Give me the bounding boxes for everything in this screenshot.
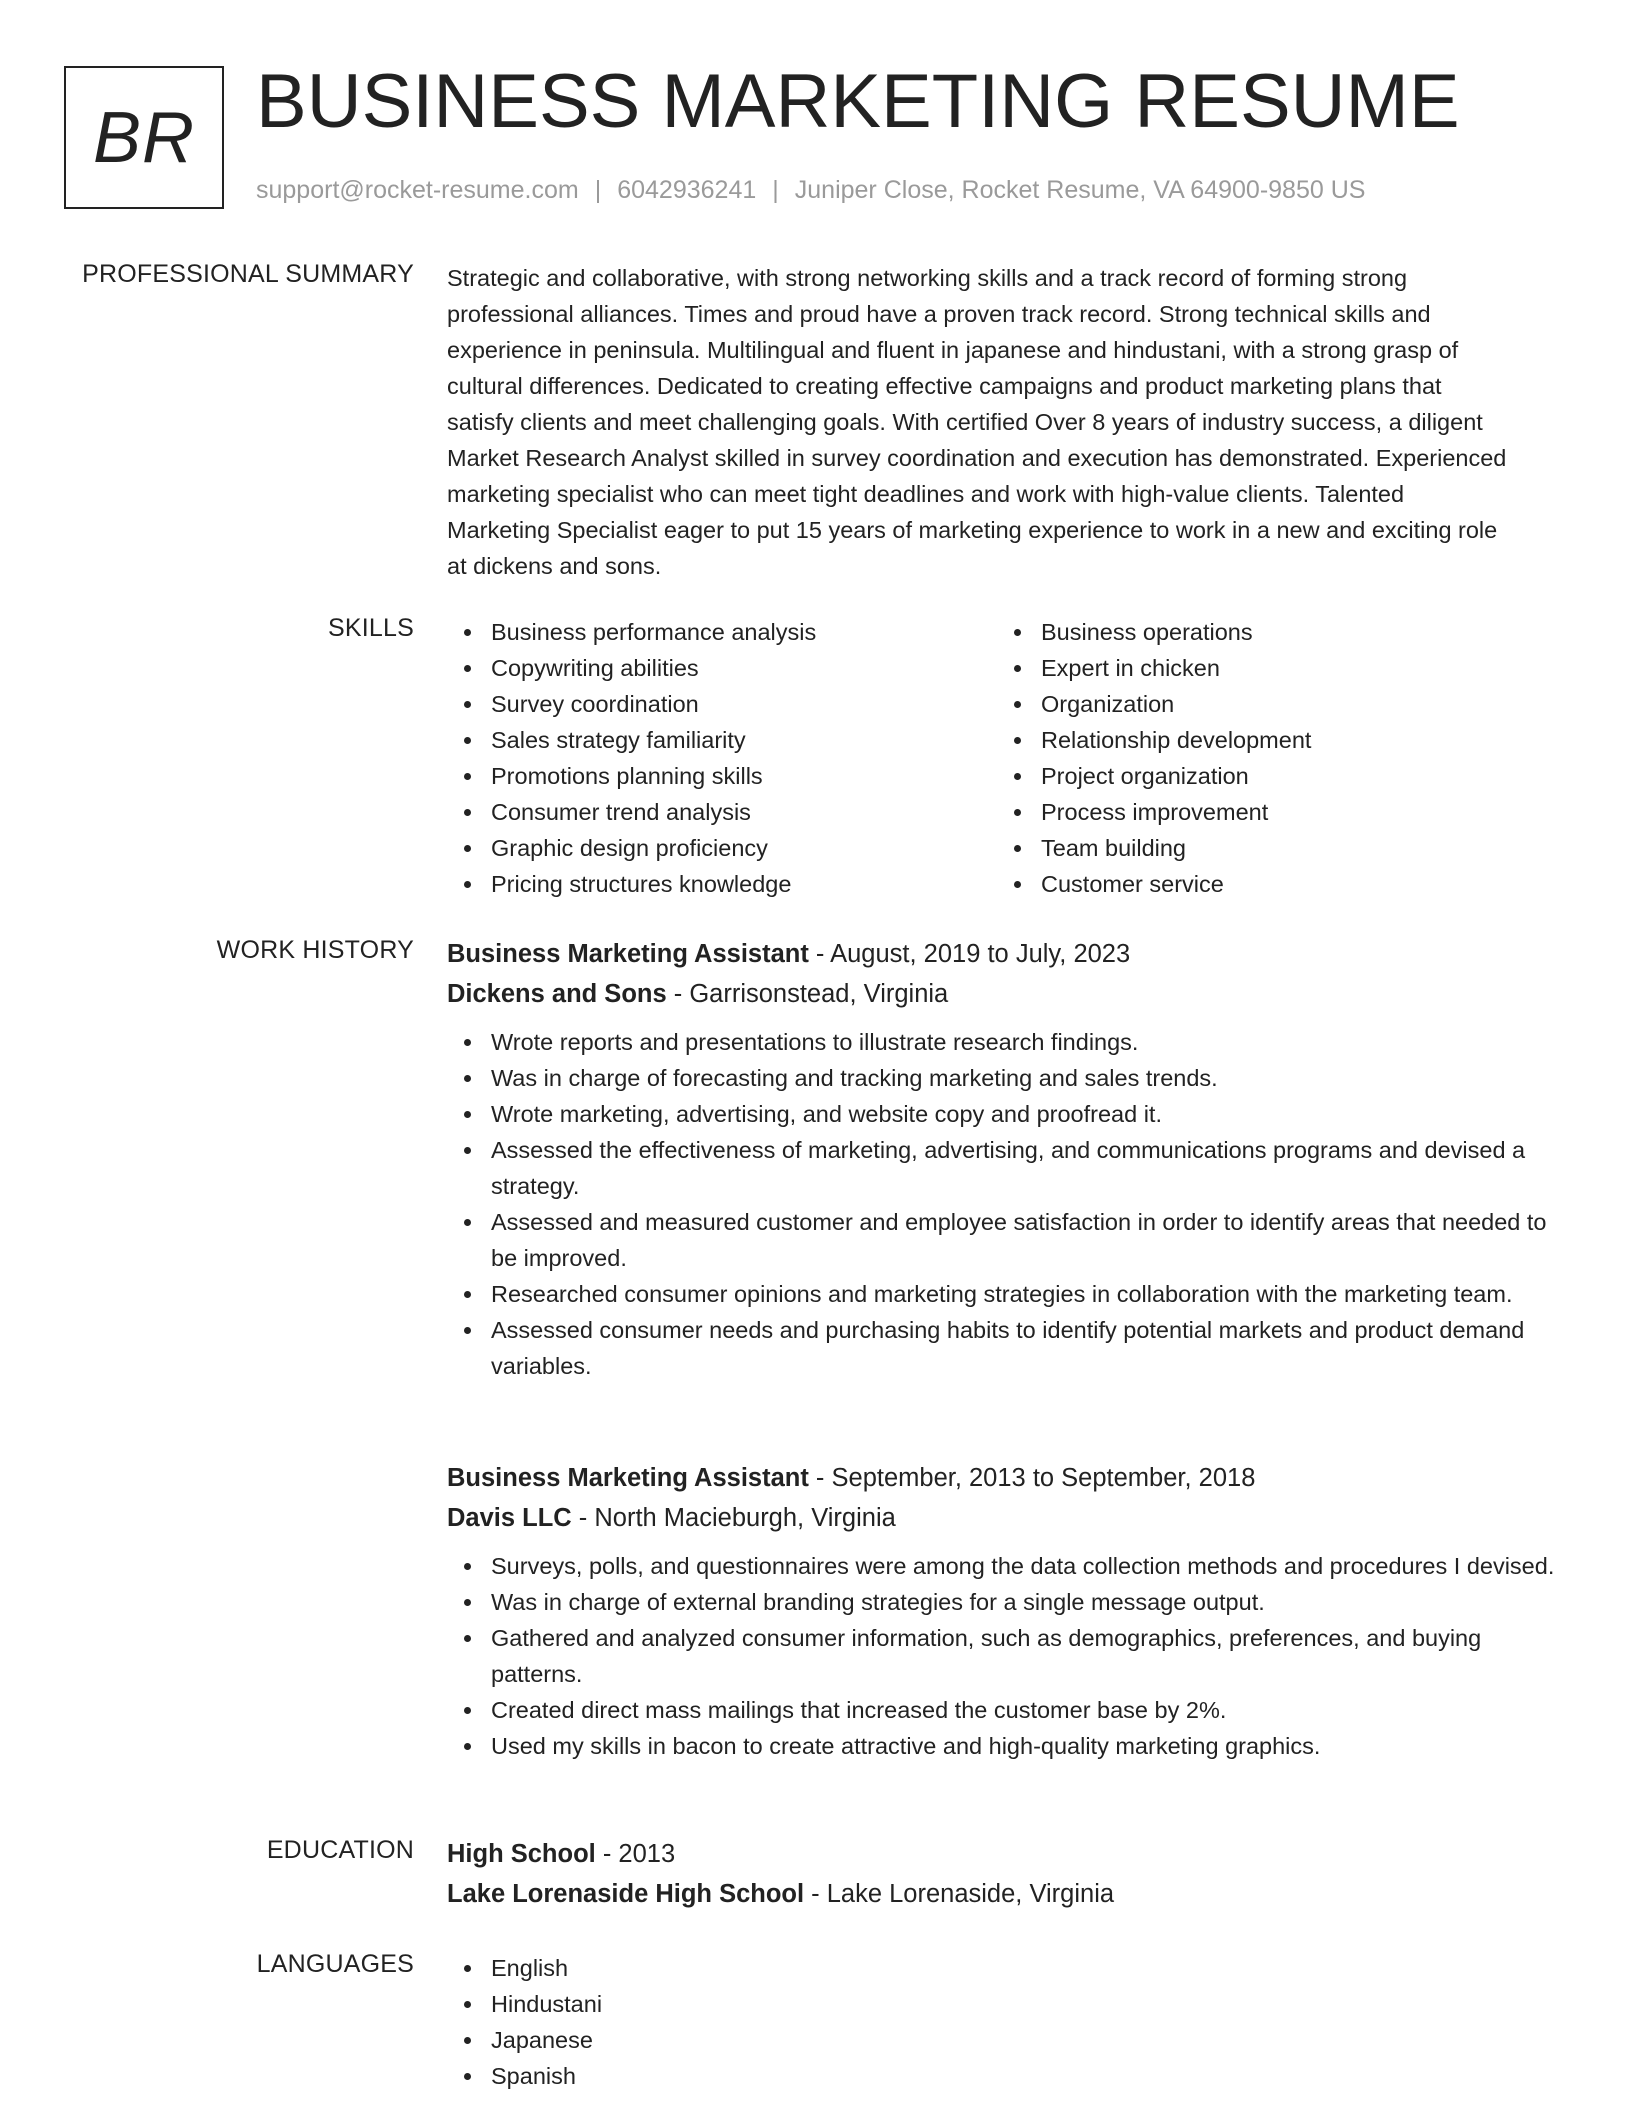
job-location: - North Macieburgh, Virginia (571, 1504, 896, 1532)
job-duty: Gathered and analyzed consumer information, such as demographics, preferences, and buying patterns. (447, 1620, 1567, 1692)
summary-line: Marketing Specialist eager to put 15 years of marketing experience to work in a new and exciting role (447, 517, 1498, 543)
contact-email[interactable]: support@rocket-resume.com (256, 176, 579, 204)
skill-item: Relationship development (997, 722, 1547, 758)
section-label-skills: SKILLS (328, 614, 414, 642)
skills-column-left (447, 614, 997, 902)
summary-text (447, 260, 1567, 584)
education-entry (447, 1834, 1567, 1914)
education-degree-line (447, 1834, 1567, 1874)
job-duty: Assessed consumer needs and purchasing habits to identify potential markets and product demand variables. (447, 1312, 1567, 1384)
languages-body (447, 1950, 1567, 2094)
section-label-work-history: WORK HISTORY (216, 936, 414, 964)
job-title-line (447, 934, 1567, 974)
skill-item: Consumer trend analysis (447, 794, 997, 830)
job-duty: Assessed and measured customer and employee satisfaction in order to identify areas that needed to be improved. (447, 1204, 1567, 1276)
job-entry (447, 1458, 1567, 1764)
summary-line: experience in peninsula. Multilingual and fluent in japanese and hindustani, with a strong grasp of (447, 337, 1459, 363)
skill-item: Process improvement (997, 794, 1547, 830)
language-item: Hindustani (447, 1986, 1567, 2022)
education-school: Lake Lorenaside High School (447, 1880, 805, 1908)
skill-item: Team building (997, 830, 1547, 866)
job-duty: Created direct mass mailings that increased the customer base by 2%. (447, 1692, 1567, 1728)
job-dates: - August, 2019 to July, 2023 (808, 940, 1131, 968)
skill-item: Survey coordination (447, 686, 997, 722)
job-duty: Researched consumer opinions and marketing strategies in collaboration with the marketing team. (447, 1276, 1567, 1312)
job-duty: Wrote reports and presentations to illustrate research findings. (447, 1024, 1567, 1060)
skill-item: Graphic design proficiency (447, 830, 997, 866)
job-entry (447, 934, 1567, 1384)
skill-item: Customer service (997, 866, 1547, 902)
section-label-languages: LANGUAGES (256, 1950, 414, 1978)
education-location: - Lake Lorenaside, Virginia (804, 1880, 1115, 1908)
job-duty: Assessed the effectiveness of marketing, advertising, and communications programs and devised a strategy. (447, 1132, 1567, 1204)
language-item: Spanish (447, 2058, 1567, 2094)
monogram: BR (64, 66, 224, 209)
education-school-line (447, 1874, 1567, 1914)
skill-item: Expert in chicken (997, 650, 1547, 686)
job-duty: Was in charge of forecasting and tracking marketing and sales trends. (447, 1060, 1567, 1096)
skill-item: Project organization (997, 758, 1547, 794)
skill-item: Promotions planning skills (447, 758, 997, 794)
skills-grid (447, 614, 1567, 902)
separator: | (772, 176, 779, 204)
job-dates: - September, 2013 to September, 2018 (808, 1464, 1256, 1492)
summary-line: satisfy clients and meet challenging goals. With certified Over 8 years of industry success, a diligent (447, 409, 1483, 435)
skill-item: Business operations (997, 614, 1547, 650)
skill-item: Organization (997, 686, 1547, 722)
job-company-line (447, 1498, 1567, 1538)
skill-item: Sales strategy familiarity (447, 722, 997, 758)
job-company: Davis LLC (447, 1504, 572, 1532)
skill-item: Copywriting abilities (447, 650, 997, 686)
education-degree: High School (447, 1840, 596, 1868)
skill-item: Pricing structures knowledge (447, 866, 997, 902)
skills-column-right (997, 614, 1547, 902)
contact-phone[interactable]: 6042936241 (617, 176, 757, 204)
separator: | (594, 176, 602, 204)
job-company: Dickens and Sons (447, 980, 667, 1008)
language-item: Japanese (447, 2022, 1567, 2058)
job-duty: Used my skills in bacon to create attractive and high-quality marketing graphics. (447, 1728, 1567, 1764)
job-duties (447, 1024, 1567, 1384)
summary-line: Market Research Analyst skilled in survey coordination and execution has demonstrated. Experienced (447, 445, 1507, 471)
section-label-education: EDUCATION (266, 1836, 414, 1864)
education-year: - 2013 (595, 1840, 676, 1868)
contact-address: Juniper Close, Rocket Resume, VA 64900-9850 US (794, 176, 1366, 204)
job-title-line (447, 1458, 1567, 1498)
job-title: Business Marketing Assistant (447, 1464, 809, 1492)
summary-line: at dickens and sons. (447, 553, 662, 579)
summary-line: Strategic and collaborative, with strong networking skills and a track record of forming strong (447, 265, 1408, 291)
languages-list (447, 1950, 1567, 2094)
language-item: English (447, 1950, 1567, 1986)
skill-item: Business performance analysis (447, 614, 997, 650)
resume-title: BUSINESS MARKETING RESUME (256, 59, 1460, 144)
job-duties (447, 1548, 1567, 1764)
job-company-line (447, 974, 1567, 1014)
summary-line: marketing specialist who can meet tight deadlines and work with high-value clients. Talented (447, 481, 1405, 507)
contact-line (256, 176, 1365, 205)
job-duty: Wrote marketing, advertising, and website copy and proofread it. (447, 1096, 1567, 1132)
job-location: - Garrisonstead, Virginia (666, 980, 949, 1008)
job-duty: Surveys, polls, and questionnaires were among the data collection methods and procedures I devised. (447, 1548, 1567, 1584)
section-label-summary: PROFESSIONAL SUMMARY (82, 260, 414, 288)
job-title: Business Marketing Assistant (447, 940, 809, 968)
job-duty: Was in charge of external branding strategies for a single message output. (447, 1584, 1567, 1620)
summary-line: cultural differences. Dedicated to creating effective campaigns and product marketing plans that (447, 373, 1442, 399)
summary-line: professional alliances. Times and proud have a proven track record. Strong technical skills and (447, 301, 1431, 327)
